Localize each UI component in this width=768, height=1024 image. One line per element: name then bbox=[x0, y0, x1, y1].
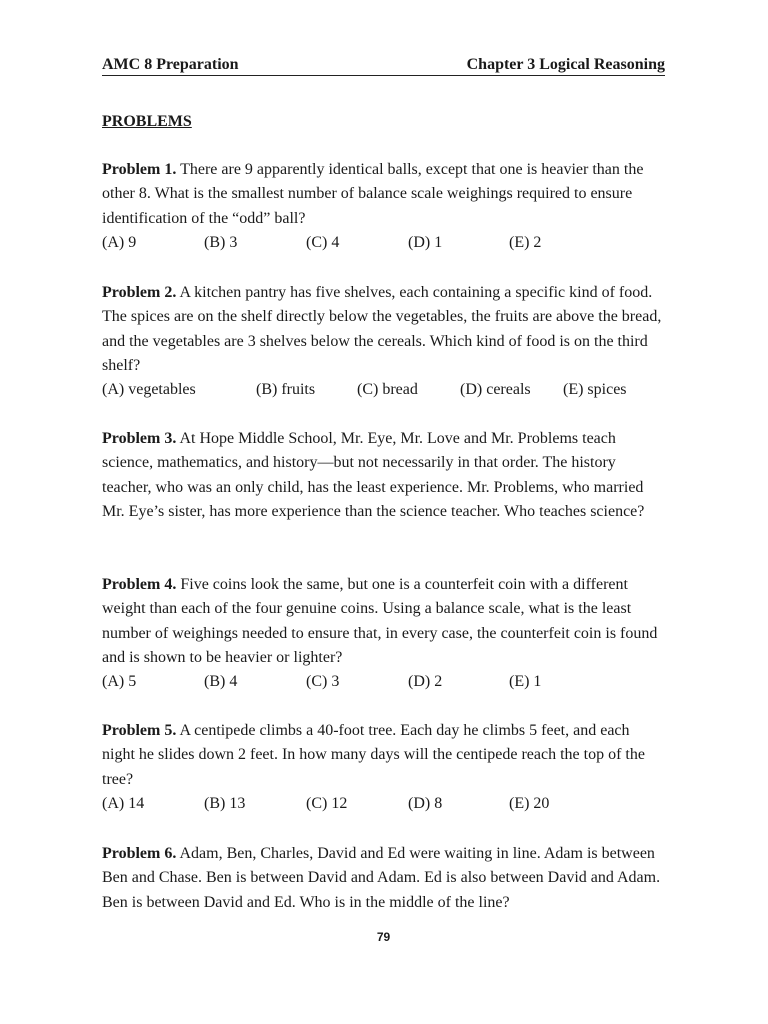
problem-text: Adam, Ben, Charles, David and Ed were waiting in line. Adam is between Ben and Chase. Ben is between David and Adam. Ed is also between David and Adam. Ben is between David and Ed. Who is in the middle of the line? bbox=[102, 845, 661, 911]
choice-c: (C) 12 bbox=[306, 794, 348, 812]
choice-b: (B) 3 bbox=[204, 233, 238, 251]
problem-6 bbox=[102, 842, 665, 915]
choice-a: (A) 5 bbox=[102, 673, 137, 691]
choice-c: (C) bread bbox=[357, 381, 418, 399]
problem-3 bbox=[102, 427, 665, 524]
choice-c: (C) 4 bbox=[306, 233, 340, 251]
choice-e: (E) 1 bbox=[509, 673, 542, 691]
problem-label: Problem 3. bbox=[102, 430, 177, 447]
problem-label: Problem 6. bbox=[102, 845, 177, 862]
answer-choices bbox=[102, 378, 665, 402]
choice-d: (D) cereals bbox=[460, 381, 531, 399]
problem-text: At Hope Middle School, Mr. Eye, Mr. Love and Mr. Problems teach science, mathematics, and history—but not necessarily in that order. The history teacher, who was an only child, has the least experience. Mr. Problems, who married Mr. Eye’s sister, has more experience than the science teacher. Who teaches science? bbox=[102, 430, 645, 520]
problem-label: Problem 1. bbox=[102, 161, 177, 178]
problem-label: Problem 2. bbox=[102, 284, 177, 301]
header-left: AMC 8 Preparation bbox=[102, 56, 239, 73]
problem-label: Problem 4. bbox=[102, 576, 177, 593]
problem-text: There are 9 apparently identical balls, except that one is heavier than the other 8. What is the smallest number of balance scale weighings required to ensure identification of the “odd” ball? bbox=[102, 161, 644, 227]
header-right: Chapter 3 Logical Reasoning bbox=[466, 56, 665, 73]
problem-text: Five coins look the same, but one is a counterfeit coin with a different weight than each of the four genuine coins. Using a balance scale, what is the least number of weighings needed to ensure that, in every case, the counterfeit coin is found and is shown to be heavier or lighter? bbox=[102, 576, 658, 666]
choice-e: (E) 2 bbox=[509, 233, 542, 251]
choice-e: (E) spices bbox=[563, 381, 627, 399]
problem-1 bbox=[102, 158, 665, 255]
choice-b: (B) fruits bbox=[256, 381, 316, 399]
choice-a: (A) vegetables bbox=[102, 381, 196, 399]
choice-c: (C) 3 bbox=[306, 673, 340, 691]
choice-d: (D) 2 bbox=[408, 673, 443, 691]
problem-2 bbox=[102, 281, 665, 402]
problem-text: A centipede climbs a 40-foot tree. Each day he climbs 5 feet, and each night he slides down 2 feet. In how many days will the centipede reach the top of the tree? bbox=[102, 722, 645, 788]
problem-label: Problem 5. bbox=[102, 722, 177, 739]
choice-b: (B) 13 bbox=[204, 794, 246, 812]
problem-5 bbox=[102, 719, 665, 816]
problem-4 bbox=[102, 573, 665, 694]
problem-text: A kitchen pantry has five shelves, each containing a specific kind of food. The spices are on the shelf directly below the vegetables, the fruits are above the bread, and the vegetables are 3 shelves below the cereals. Which kind of food is on the third shelf? bbox=[102, 284, 662, 374]
choice-a: (A) 14 bbox=[102, 794, 145, 812]
answer-choices bbox=[102, 792, 665, 816]
choice-a: (A) 9 bbox=[102, 233, 137, 251]
choice-b: (B) 4 bbox=[204, 673, 238, 691]
running-header bbox=[102, 56, 665, 76]
answer-choices bbox=[102, 670, 665, 694]
choice-e: (E) 20 bbox=[509, 794, 550, 812]
section-title: PROBLEMS bbox=[102, 113, 192, 130]
answer-choices bbox=[102, 231, 665, 255]
choice-d: (D) 8 bbox=[408, 794, 443, 812]
choice-d: (D) 1 bbox=[408, 233, 443, 251]
page-number: 79 bbox=[376, 930, 391, 944]
